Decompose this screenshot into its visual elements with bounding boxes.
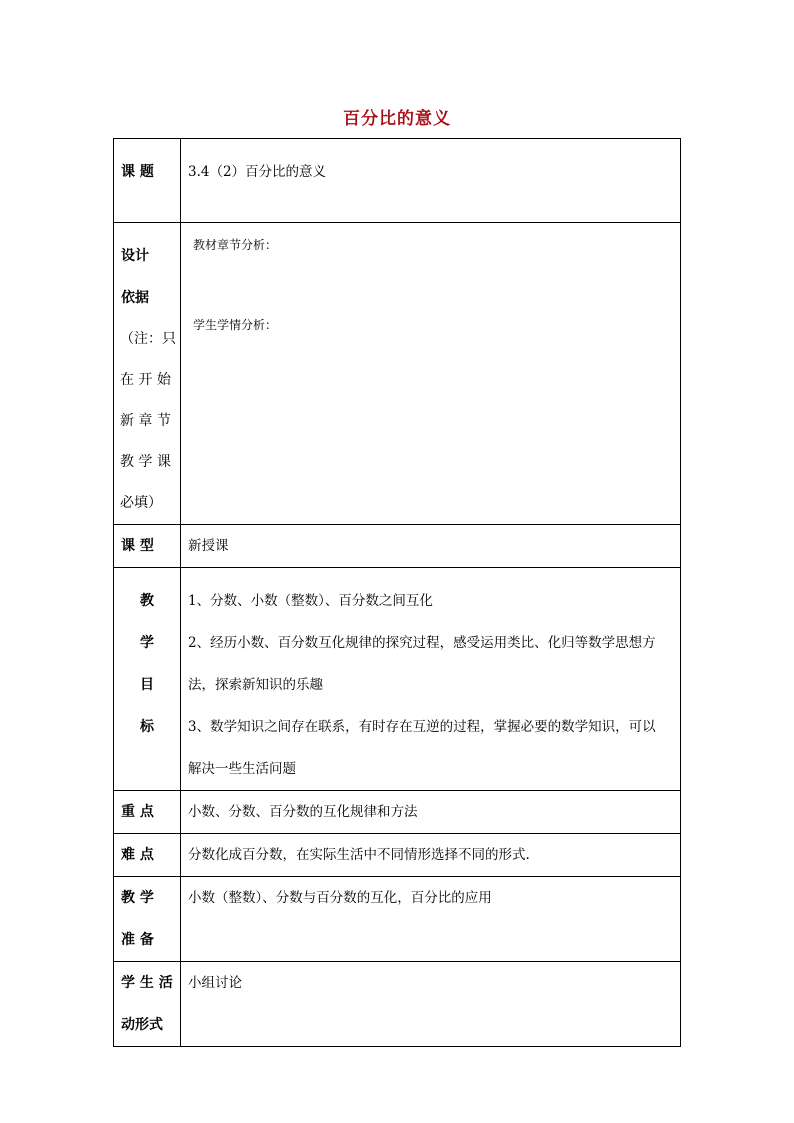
row-topic xyxy=(114,139,681,223)
goals-label-char-3: 目 xyxy=(140,677,154,693)
label-lesson-type: 课 型 xyxy=(114,525,181,568)
basis-note-line-4: 教 学 课 xyxy=(120,454,171,470)
row-difficulty xyxy=(114,834,681,877)
basis-note-line-2: 在 开 始 xyxy=(120,372,171,388)
activity-label-line-2: 动形式 xyxy=(121,1017,163,1033)
preparation-label-line-1: 教 学 xyxy=(121,890,154,906)
activity-label-line-1: 学 生 活 xyxy=(121,975,173,991)
student-analysis-label: 学生学情分析： xyxy=(193,318,278,332)
label-activity xyxy=(114,962,181,1047)
basis-note-line-5: 必填） xyxy=(120,495,162,511)
label-preparation xyxy=(114,877,181,962)
label-key-point: 重 点 xyxy=(114,791,181,834)
goal-line-3: 法，探索新知识的乐趣 xyxy=(188,677,323,693)
row-design-basis xyxy=(114,223,681,525)
goal-line-5: 解决一些生活问题 xyxy=(188,761,296,777)
basis-label-line-1: 设计 xyxy=(121,248,149,264)
textbook-analysis-label: 教材章节分析： xyxy=(193,238,278,252)
value-design-basis xyxy=(181,223,681,525)
value-teaching-goals xyxy=(181,568,681,791)
label-topic: 课 题 xyxy=(114,139,181,223)
goals-label-char-1: 教 xyxy=(140,593,154,609)
row-preparation xyxy=(114,877,681,962)
value-activity: 小组讨论 xyxy=(181,962,681,1047)
goal-line-4: 3、数学知识之间存在联系，有时存在互逆的过程，掌握必要的数学知识，可以 xyxy=(188,719,656,735)
goals-label-char-4: 标 xyxy=(140,719,154,735)
goal-line-1: 1、分数、小数（整数）、百分数之间互化 xyxy=(188,593,433,609)
row-teaching-goals xyxy=(114,568,681,791)
value-preparation: 小数（整数）、分数与百分数的互化，百分比的应用 xyxy=(181,877,681,962)
row-lesson-type xyxy=(114,525,681,568)
goals-label-char-2: 学 xyxy=(140,635,154,651)
value-key-point: 小数、分数、百分数的互化规律和方法 xyxy=(181,791,681,834)
value-topic: 3.4（2）百分比的意义 xyxy=(181,139,681,223)
value-difficulty: 分数化成百分数，在实际生活中不同情形选择不同的形式. xyxy=(181,834,681,877)
lesson-plan-table xyxy=(113,138,681,1047)
basis-label-line-2: 依据 xyxy=(121,290,149,306)
row-key-point xyxy=(114,791,681,834)
basis-note-line-1: （注：只 xyxy=(120,331,176,347)
label-teaching-goals xyxy=(114,568,181,791)
preparation-label-line-2: 准 备 xyxy=(121,932,154,948)
label-difficulty: 难 点 xyxy=(114,834,181,877)
goal-line-2: 2、经历小数、百分数互化规律的探究过程，感受运用类比、化归等数学思想方 xyxy=(188,635,656,651)
basis-note-line-3: 新 章 节 xyxy=(120,413,171,429)
page-title: 百分比的意义 xyxy=(343,109,451,129)
label-design-basis xyxy=(114,223,181,525)
value-lesson-type: 新授课 xyxy=(181,525,681,568)
row-activity xyxy=(114,962,681,1047)
